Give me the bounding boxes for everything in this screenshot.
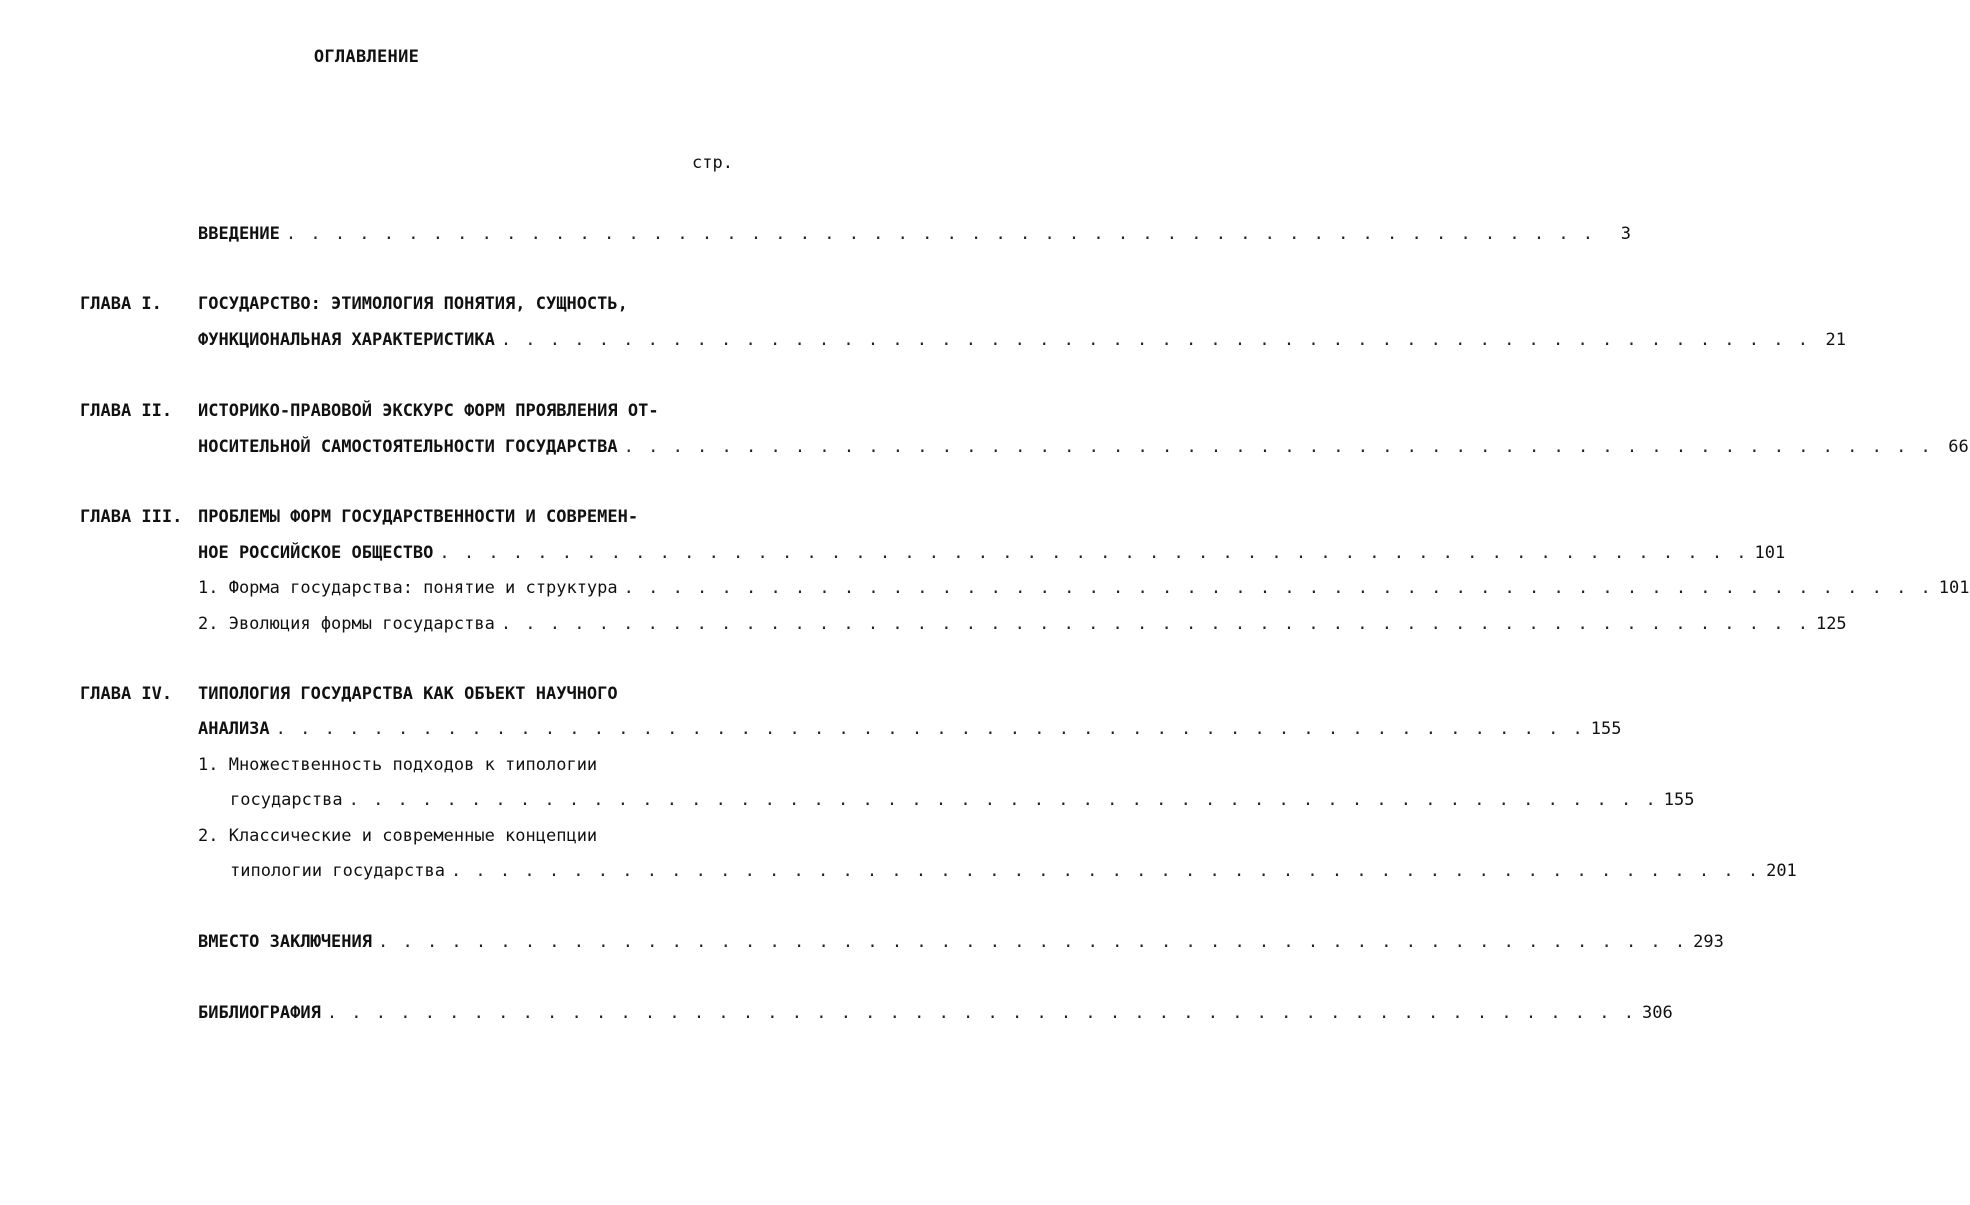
dot-leader: . . . . . . . . . . . . . . . . . . . . . . . . . . . . . . . . . . . . . . . . . . . . . . . . . . . . . .: [275, 719, 1585, 739]
dot-leader: . . . . . . . . . . . . . . . . . . . . . . . . . . . . . . . . . . . . . . . . . . . . . . . . . . . . . .: [378, 932, 1688, 952]
toc-entry-conclusion[interactable]: [198, 932, 1724, 956]
chapter-label: ГЛАВА IV.: [80, 684, 173, 704]
toc-entry-ch1-line1[interactable]: [198, 294, 716, 318]
toc-entry-ch4-sec2-line2[interactable]: [230, 861, 1797, 885]
dot-leader: . . . . . . . . . . . . . . . . . . . . . . . . . . . . . . . . . . . . . . . . . . . . . . . . . . . . . .: [326, 1003, 1636, 1023]
chapter-label: ГЛАВА III.: [80, 507, 183, 527]
dot-leader: . . . . . . . . . . . . . . . . . . . . . . . . . . . . . . . . . . . . . . . . . . . . . . . . . . . . . .: [348, 790, 1658, 810]
page-title: ОГЛАВЛЕНИЕ: [313, 47, 420, 67]
chapter-label: ГЛАВА II.: [80, 401, 173, 421]
chapter-label: ГЛАВА I.: [80, 294, 162, 314]
dot-leader: . . . . . . . . . . . . . . . . . . . . . . . . . . . . . . . . . . . . . . . . . . . . . . . . . . . . . .: [285, 224, 1596, 244]
toc-page-number: 101: [1938, 578, 1970, 598]
toc-page-number: 3: [1620, 224, 1632, 244]
toc-entry-ch4-sec2-line1[interactable]: [198, 826, 716, 850]
toc-entry-ch3-sec1[interactable]: [198, 578, 1970, 602]
toc-page-number: 101: [1754, 543, 1786, 563]
toc-entry-ch3-line2[interactable]: [198, 543, 1786, 567]
toc-entry-ch4-sec1-line1[interactable]: [198, 755, 716, 779]
toc-entry-title: БИБЛИОГРАФИЯ: [198, 1003, 321, 1023]
toc-page-number: 155: [1663, 790, 1695, 810]
toc-entry-ch2-line2[interactable]: [198, 437, 1969, 461]
dot-leader: . . . . . . . . . . . . . . . . . . . . . . . . . . . . . . . . . . . . . . . . . . . . . . . . . . . . . .: [450, 861, 1761, 881]
toc-entry-title: НОСИТЕЛЬНОЙ САМОСТОЯТЕЛЬНОСТИ ГОСУДАРСТВА: [198, 437, 618, 457]
toc-entry-intro[interactable]: [198, 224, 1632, 248]
toc-entry-title: государства: [230, 790, 343, 810]
toc-entry-title: типологии государства: [230, 861, 445, 881]
page-column-header: стр.: [692, 153, 733, 173]
toc-entry-title: ГОСУДАРСТВО: ЭТИМОЛОГИЯ ПОНЯТИЯ, СУЩНОСТЬ,: [198, 294, 628, 314]
toc-entry-title: ТИПОЛОГИЯ ГОСУДАРСТВА КАК ОБЪЕКТ НАУЧНОГО: [198, 684, 618, 704]
toc-entry-title: 2. Классические и современные концепции: [198, 826, 598, 846]
toc-entry-ch3-line1[interactable]: [198, 507, 716, 531]
dot-leader: . . . . . . . . . . . . . . . . . . . . . . . . . . . . . . . . . . . . . . . . . . . . . . . . . . . . . .: [500, 330, 1810, 350]
toc-entry-title: ВВЕДЕНИЕ: [198, 224, 280, 244]
toc-entry-title: ВМЕСТО ЗАКЛЮЧЕНИЯ: [198, 932, 372, 952]
dot-leader: . . . . . . . . . . . . . . . . . . . . . . . . . . . . . . . . . . . . . . . . . . . . . . . . . . . . . .: [500, 614, 1810, 634]
toc-entry-ch3-sec2[interactable]: [198, 614, 1847, 638]
toc-entry-title: ПРОБЛЕМЫ ФОРМ ГОСУДАРСТВЕННОСТИ И СОВРЕМЕН-: [198, 507, 639, 527]
toc-entry-ch4-line2[interactable]: [198, 719, 1622, 743]
toc-page-number: 293: [1693, 932, 1724, 952]
toc-entry-title: НОЕ РОССИЙСКОЕ ОБЩЕСТВО: [198, 543, 434, 563]
toc-entry-title: 1. Множественность подходов к типологии: [198, 755, 598, 775]
dot-leader: . . . . . . . . . . . . . . . . . . . . . . . . . . . . . . . . . . . . . . . . . . . . . . . . . . . . . .: [623, 578, 1933, 598]
toc-entry-bibliography[interactable]: [198, 1003, 1673, 1027]
toc-entry-ch2-line1[interactable]: [198, 401, 716, 425]
toc-entry-title: АНАЛИЗА: [198, 719, 270, 739]
toc-page-number: 155: [1590, 719, 1622, 739]
dot-leader: . . . . . . . . . . . . . . . . . . . . . . . . . . . . . . . . . . . . . . . . . . . . . . . . . . . . . .: [439, 543, 1749, 563]
toc-entry-ch4-sec1-line2[interactable]: [230, 790, 1695, 814]
toc-entry-title: ИСТОРИКО-ПРАВОВОЙ ЭКСКУРС ФОРМ ПРОЯВЛЕНИЯ ОТ-: [198, 401, 659, 421]
toc-entry-title: 2. Эволюция формы государства: [198, 614, 495, 634]
toc-page-number: 201: [1766, 861, 1797, 881]
toc-entry-title: 1. Форма государства: понятие и структура: [198, 578, 618, 598]
toc-entry-ch4-line1[interactable]: [198, 684, 716, 708]
dot-leader: . . . . . . . . . . . . . . . . . . . . . . . . . . . . . . . . . . . . . . . . . . . . . . . . . . . . . .: [623, 437, 1933, 457]
toc-entry-ch1-line2[interactable]: [198, 330, 1846, 354]
toc-entry-title: ФУНКЦИОНАЛЬНАЯ ХАРАКТЕРИСТИКА: [198, 330, 495, 350]
toc-page-number: 125: [1815, 614, 1847, 634]
toc-page-number: 66: [1948, 437, 1969, 457]
toc-page-number: 306: [1641, 1003, 1673, 1023]
toc-page-number: 21: [1825, 330, 1846, 350]
